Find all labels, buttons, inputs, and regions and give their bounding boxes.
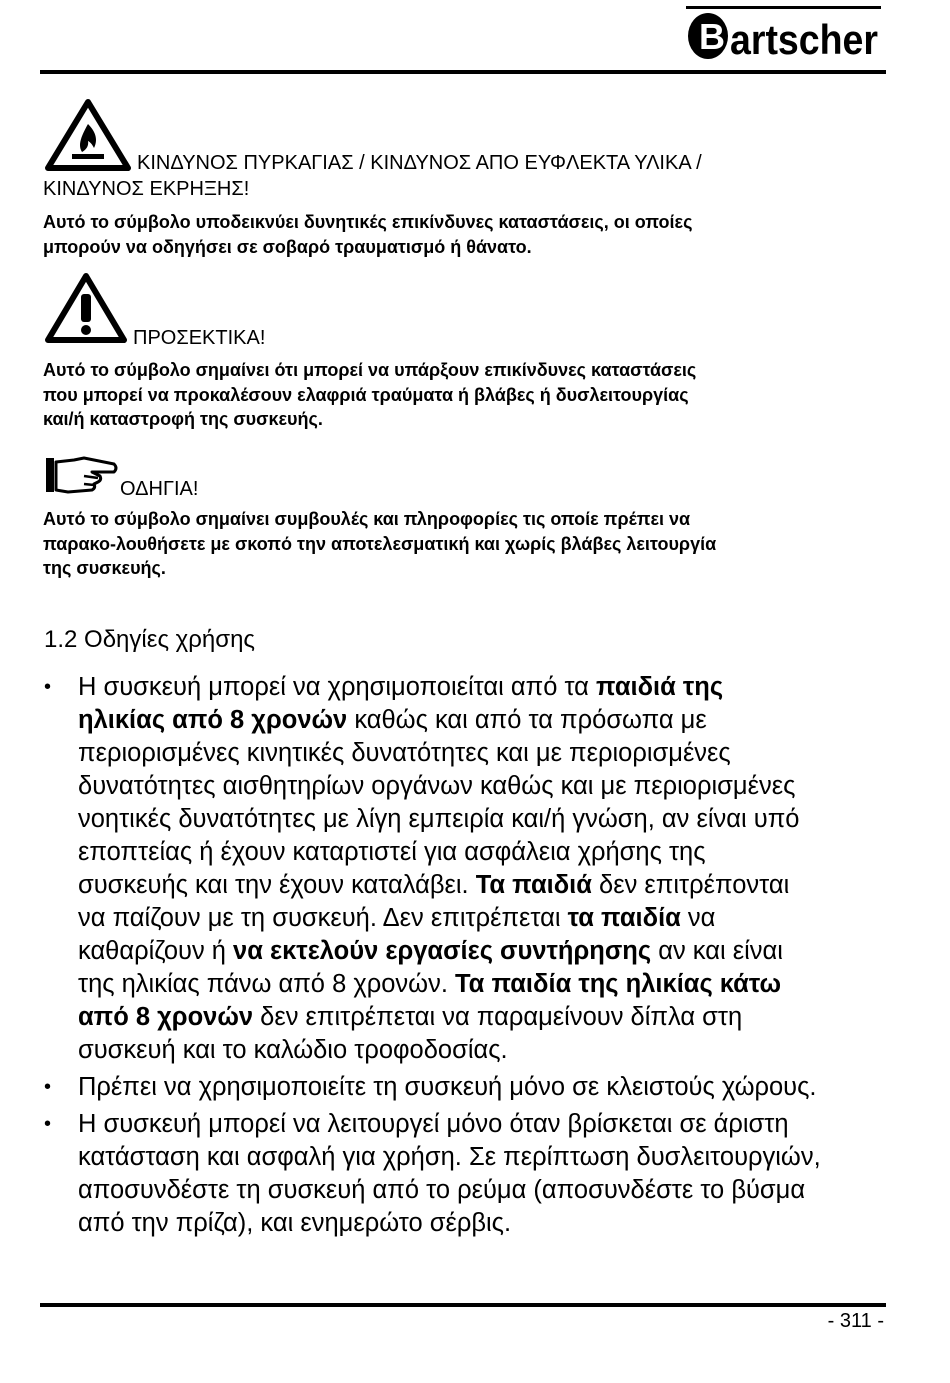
- list-item: • Η συσκευή μπορεί να λειτουργεί μόνο όταν βρίσκεται σε άριστη κατάσταση και ασφαλή για χρήση. Σε περίπτωση δυσλειτουργιών, αποσυνδέστε τη συσκευή από το ρεύμα (αποσυνδέστε το βύσμα από την πρίζα), και ενημερώτο σέρβις.: [44, 1110, 821, 1237]
- pointing-hand-icon: [44, 454, 120, 498]
- caution-title: ΠΡΟΣΕΚΤΙΚΑ!: [133, 327, 266, 349]
- exclamation-warning-icon: [44, 272, 128, 344]
- bullet-dot: •: [44, 1076, 52, 1098]
- fire-hazard-icon: [44, 98, 132, 172]
- instruction-title: ΟΔΗΓΙΑ!: [120, 478, 199, 500]
- bullet-dot: •: [44, 1113, 52, 1135]
- fire-warning-title-line1: ΚΙΝΔΥΝΟΣ ΠΥΡΚΑΓΙΑΣ / ΚΙΝΔΥΝΟΣ ΑΠΟ ΕΥΦΛΕΚΤΑ ΥΛΙΚΑ /: [137, 152, 702, 174]
- list-item: • Η συσκευή μπορεί να χρησιμοποιείται από τα παιδιά της ηλικίας από 8 χρονών καθώς και από τα πρόσωπα με περιορισμένες κινητικές δυνατότητες και με περιορισμένες δυνατότητες αισθητηρίων οργάνων καθώς και με περιορισμένες νοητικές δυνατότητες με λίγη εμπειρία και/ή γνώση, αν είναι υπό εποπτείας ή έχουν καταρτιστεί για ασφάλεια χρήσης της συσκευής και την έχουν καταλάβει. Τα παιδιά δεν επιτρέπονται να παίζουν με τη συσκευή. Δεν επιτρέπεται τα παιδία να καθαρίζουν ή να εκτελούν εργασίες συντήρησης αν και είναι της ηλικίας πάνω από 8 χρονών. Τα παιδία της ηλικίας κάτω από 8 χρονών δεν επιτρέπεται να παραμείνουν δίπλα στη συσκευή και το καλώδιο τροφοδοσίας.: [44, 673, 800, 1064]
- fire-warning-text: Αυτό το σύμβολο υποδεικνύει δυνητικές επικίνδυνες καταστάσεις, οι οποίες μπορούν να οδηγήσει σε σοβαρό τραυματισμό ή θάνατο.: [43, 212, 693, 257]
- page-number: - 311 -: [827, 1310, 884, 1332]
- list-item: • Πρέπει να χρησιμοποιείτε τη συσκευή μόνο σε κλειστούς χώρους.: [44, 1071, 924, 1104]
- header-rule: [40, 70, 886, 74]
- caution-text: Αυτό το σύμβολο σημαίνει ότι μπορεί να υπάρξουν επικίνδυνες καταστάσεις που μπορεί να προκαλέσουν ελαφριά τραύματα ή βλάβες ή δυσλειτουργίας και/ή καταστροφή της συσκευής.: [43, 360, 697, 429]
- bullet-dot: •: [44, 676, 52, 698]
- svg-text:artscher: artscher: [730, 16, 878, 62]
- svg-text:B: B: [699, 16, 725, 57]
- footer-rule: [40, 1303, 886, 1307]
- bartscher-logo: [686, 6, 881, 62]
- logo-top-line: [686, 6, 881, 9]
- instruction-text: Αυτό το σύμβολο σημαίνει συμβουλές και πληροφορίες τις οποίε πρέπει να παρακο-λουθήσετε με σκοπό την αποτελεσματική και χωρίς βλάβες λειτουργία της συσκευής.: [43, 509, 717, 578]
- section-title: 1.2 Οδηγίες χρήσης: [44, 626, 255, 653]
- fire-warning-title-line2: ΚΙΝΔΥΝΟΣ ΕΚΡΗΞΗΣ!: [43, 178, 250, 200]
- usage-instructions-list: [44, 671, 924, 1244]
